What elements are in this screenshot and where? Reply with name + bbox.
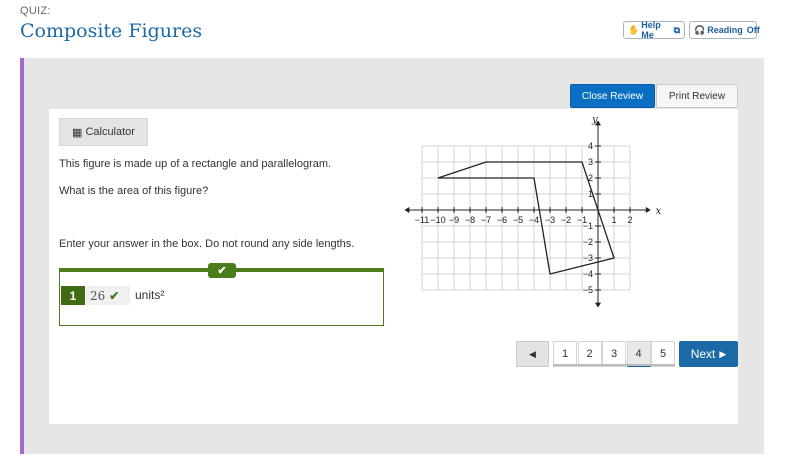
- pagination-strip: [553, 364, 675, 366]
- page-button-2[interactable]: 2: [578, 341, 602, 367]
- hand-icon: ✋: [628, 24, 640, 35]
- y-tick-label: 2: [587, 173, 593, 183]
- x-axis-label: x: [655, 206, 662, 217]
- x-tick-label: −2: [560, 215, 572, 225]
- question-text-1: This figure is made up of a rectangle and parallelogram.: [59, 158, 332, 170]
- popout-icon: ⧉: [673, 24, 680, 35]
- page-button-5[interactable]: 5: [651, 341, 675, 367]
- page-button-4[interactable]: 4: [627, 341, 651, 367]
- x-tick-label: −10: [430, 215, 446, 225]
- answer-input[interactable]: [86, 286, 130, 305]
- x-tick-label: −5: [512, 215, 524, 225]
- y-tick-label: 3: [587, 157, 593, 167]
- x-tick-label: 1: [611, 215, 617, 225]
- reading-state: Off: [746, 25, 760, 35]
- y-tick-label: −3: [582, 253, 593, 263]
- previous-arrow-icon: ◀: [529, 348, 536, 359]
- calculator-label: Calculator: [85, 126, 135, 138]
- x-arrow-left-icon: [404, 207, 409, 213]
- question-text-2: What is the area of this figure?: [59, 185, 209, 197]
- help-me-button[interactable]: [623, 21, 685, 39]
- page-button-1[interactable]: 1: [553, 341, 577, 367]
- units-label: units²: [135, 288, 165, 302]
- help-me-label: Help Me: [641, 20, 661, 40]
- next-arrow-icon: ▶: [719, 348, 727, 359]
- side-accent-bar: [20, 58, 24, 454]
- reading-toggle-button[interactable]: [689, 21, 760, 39]
- print-review-button[interactable]: Print Review: [656, 84, 738, 108]
- y-tick-label: −5: [582, 285, 593, 295]
- x-tick-label: −1: [576, 215, 588, 225]
- next-label: Next: [690, 347, 716, 361]
- y-tick-label: −1: [582, 221, 593, 231]
- graph-ticks: [415, 141, 633, 295]
- calculator-button[interactable]: [59, 118, 148, 146]
- y-axis-label: y: [592, 115, 598, 126]
- y-tick-label: −2: [582, 237, 593, 247]
- reading-label: Reading: [707, 25, 743, 35]
- x-tick-label: −4: [528, 215, 540, 225]
- headphones-icon: 🎧: [694, 24, 706, 35]
- x-tick-label: −3: [544, 215, 556, 225]
- calculator-icon: ▦: [72, 126, 83, 139]
- x-tick-label: −11: [414, 215, 430, 225]
- x-tick-label: 2: [627, 215, 633, 225]
- quiz-label: QUIZ:: [20, 5, 51, 17]
- x-tick-label: −9: [448, 215, 460, 225]
- previous-button[interactable]: [516, 341, 549, 367]
- answer-check-icon: ✔: [109, 288, 120, 303]
- x-tick-label: −8: [464, 215, 476, 225]
- page-button-3[interactable]: 3: [602, 341, 626, 367]
- y-tick-label: 1: [587, 189, 593, 199]
- x-arrow-right-icon: [646, 207, 651, 213]
- x-tick-label: −6: [496, 215, 508, 225]
- instruction-text: Enter your answer in the box. Do not round any side lengths.: [59, 238, 355, 250]
- answer-value: 26: [90, 288, 106, 303]
- next-button[interactable]: [679, 341, 738, 367]
- coordinate-graph: [395, 115, 665, 310]
- page-title: Composite Figures: [20, 20, 203, 42]
- x-tick-label: −7: [480, 215, 492, 225]
- part-number-badge: 1: [61, 286, 85, 305]
- y-tick-label: −4: [582, 269, 593, 279]
- close-review-button[interactable]: Close Review: [570, 84, 655, 108]
- correct-check-icon: ✔: [208, 263, 236, 278]
- y-arrow-down-icon: [595, 303, 601, 308]
- y-tick-label: 4: [587, 141, 593, 151]
